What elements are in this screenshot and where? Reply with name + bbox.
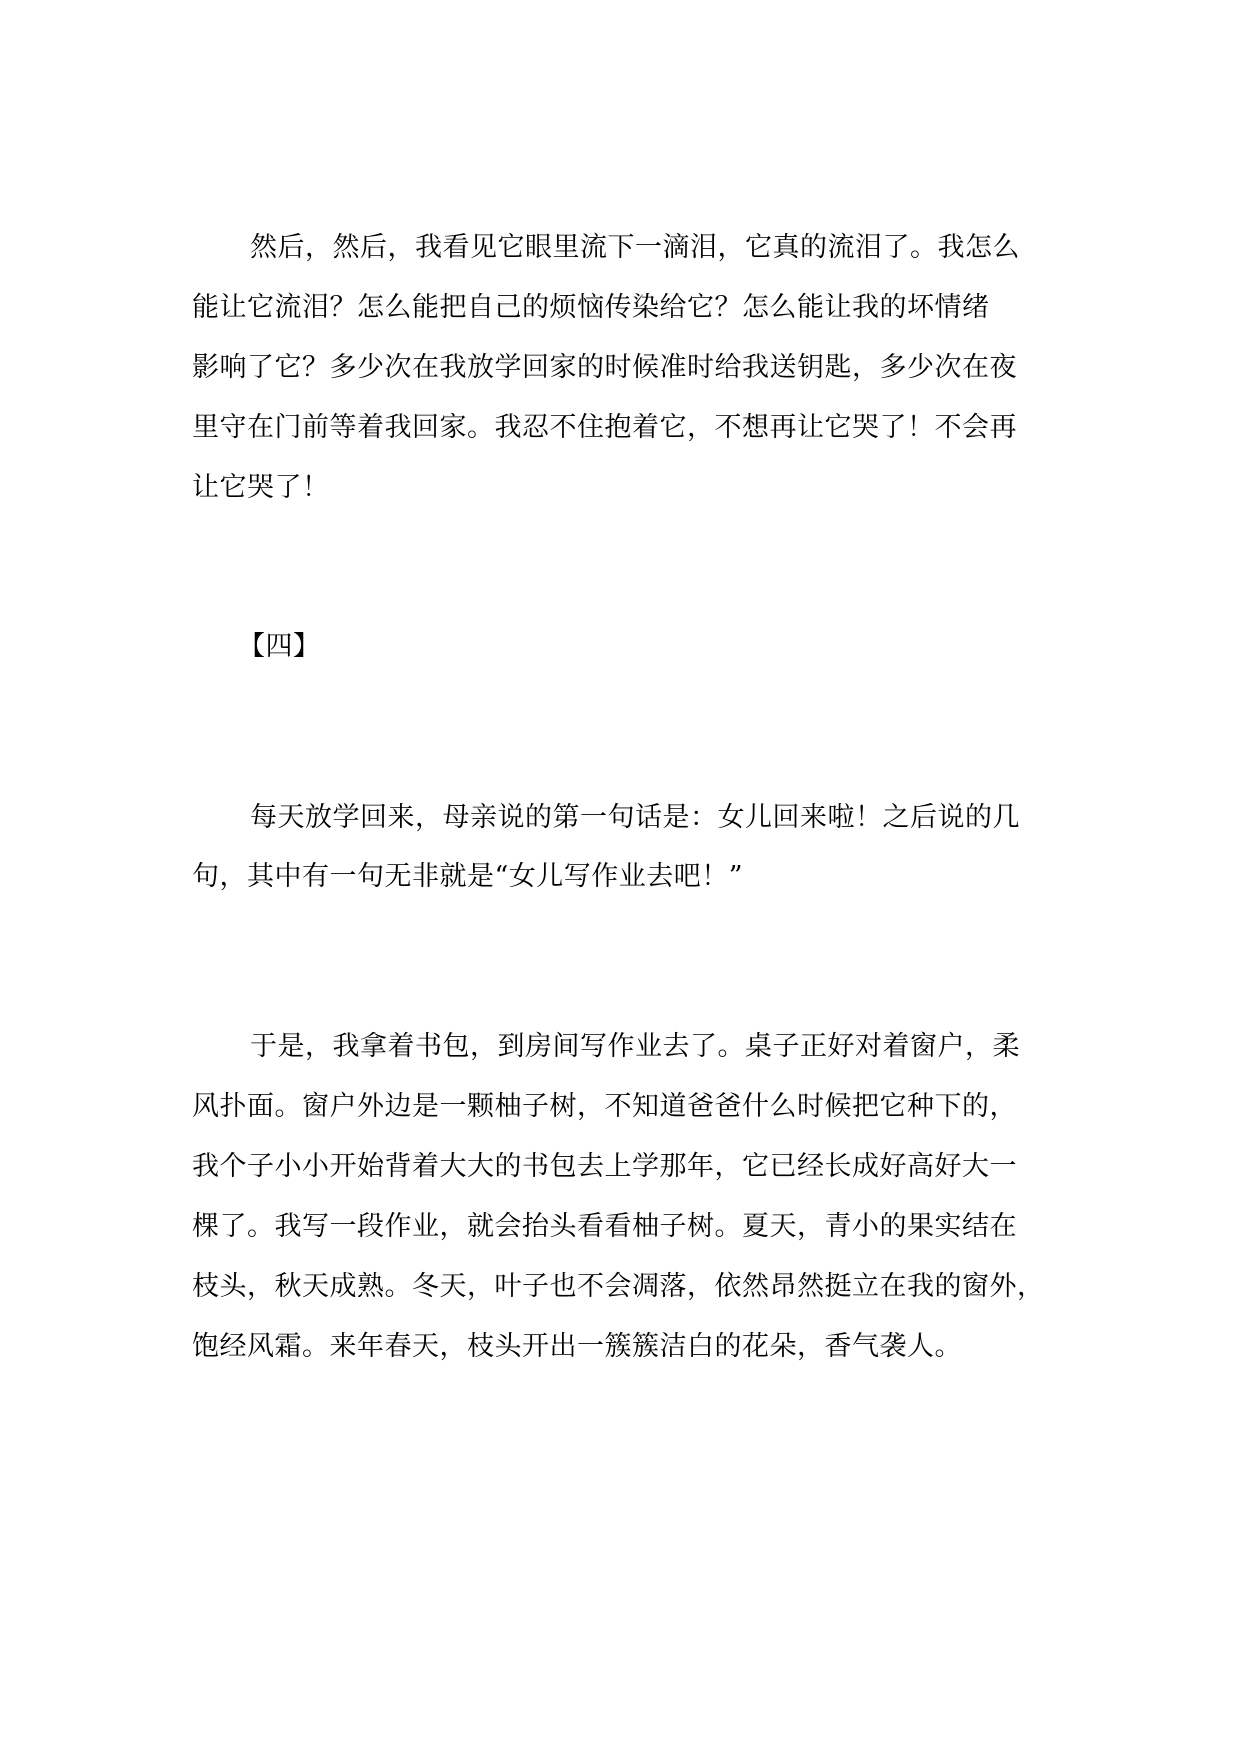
paragraph-line: 我个子小小开始背着大大的书包去上学那年，它已经长成好高好大一 xyxy=(192,1151,1017,1182)
paragraph-line: 棵了。我写一段作业，就会抬头看看柚子树。夏天，青小的果实结在 xyxy=(192,1211,1017,1242)
paragraph-line: 然后，然后，我看见它眼里流下一滴泪，它真的流泪了。我怎么 xyxy=(250,232,1020,263)
section-heading: 【四】 xyxy=(238,631,321,662)
paragraph-line: 每天放学回来，母亲说的第一句话是：女儿回来啦！之后说的几 xyxy=(250,802,1020,833)
paragraph-line: 里守在门前等着我回家。我忍不住抱着它，不想再让它哭了！不会再 xyxy=(192,412,1017,443)
paragraph-line: 让它哭了！ xyxy=(192,472,330,503)
paragraph-line: 枝头，秋天成熟。冬天，叶子也不会凋落，依然昂然挺立在我的窗外， xyxy=(192,1271,1045,1302)
paragraph-line: 影响了它？多少次在我放学回家的时候准时给我送钥匙，多少次在夜 xyxy=(192,352,1017,383)
paragraph-line: 风扑面。窗户外边是一颗柚子树，不知道爸爸什么时候把它种下的， xyxy=(192,1091,1017,1122)
paragraph-line: 饱经风霜。来年春天，枝头开出一簇簇洁白的花朵，香气袭人。 xyxy=(192,1331,962,1362)
paragraph-line: 于是，我拿着书包，到房间写作业去了。桌子正好对着窗户，柔 xyxy=(250,1031,1020,1062)
paragraph-line: 能让它流泪？怎么能把自己的烦恼传染给它？怎么能让我的坏情绪 xyxy=(192,292,990,323)
paragraph-line: 句，其中有一句无非就是“女儿写作业去吧！” xyxy=(192,861,744,892)
